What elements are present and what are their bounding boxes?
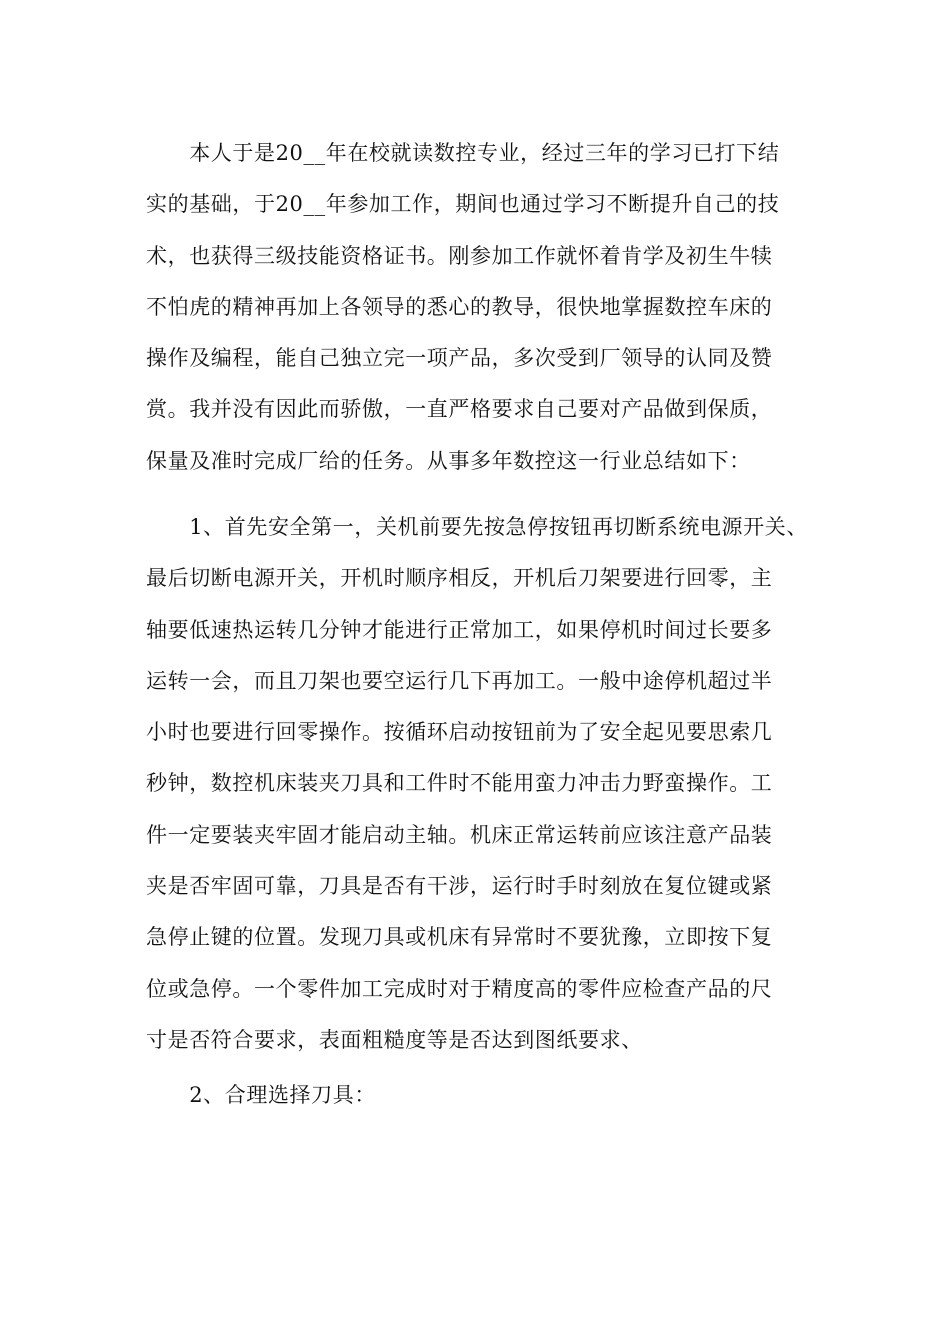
paragraph-tool-selection [146, 1070, 806, 1121]
text-line: 秒钟，数控机床装夹刀具和工件时不能用蛮力冲击力野蛮操作。工 [146, 771, 773, 796]
text-line: 件一定要装夹牢固才能启动主轴。机床正常运转前应该注意产品装 [146, 822, 773, 847]
text-line: 夹是否牢固可靠，刀具是否有干涉，运行时手时刻放在复位键或紧 [146, 874, 773, 899]
text-line: 操作及编程，能自己独立完一项产品，多次受到厂领导的认同及赞 [146, 346, 773, 371]
text-line: 寸是否符合要求，表面粗糙度等是否达到图纸要求、 [146, 1027, 643, 1052]
text-line: 保量及准时完成厂给的任务。从事多年数控这一行业总结如下： [146, 448, 751, 473]
text-line: 2、合理选择刀具： [146, 1083, 376, 1107]
text-line: 运转一会，而且刀架也要空运行几下再加工。一般中途停机超过半 [146, 668, 773, 693]
text-line: 赏。我并没有因此而骄傲，一直严格要求自己要对产品做到保质， [146, 397, 773, 422]
text-line: 最后切断电源开关，开机时顺序相反，开机后刀架要进行回零，主 [146, 566, 773, 591]
text-line: 不怕虎的精神再加上各领导的悉心的教导，很快地掌握数控车床的 [146, 294, 773, 319]
text-line: 术，也获得三级技能资格证书。刚参加工作就怀着肯学及初生牛犊 [146, 243, 773, 268]
text-line: 本人于是20__年在校就读数控专业，经过三年的学习已打下结 [146, 141, 780, 165]
text-line: 轴要低速热运转几分钟才能进行正常加工，如果停机时间过长要多 [146, 617, 773, 642]
paragraph-intro [146, 128, 806, 487]
text-line: 小时也要进行回零操作。按循环启动按钮前为了安全起见要思索几 [146, 720, 773, 745]
text-line: 实的基础，于20__年参加工作，期间也通过学习不断提升自己的技 [146, 192, 780, 217]
text-line: 急停止键的位置。发现刀具或机床有异常时不要犹豫，立即按下复 [146, 925, 773, 950]
text-line: 位或急停。一个零件加工完成时对于精度高的零件应检查产品的尺 [146, 976, 773, 1001]
paragraph-safety [146, 502, 806, 1066]
text-line: 1、首先安全第一，关机前要先按急停按钮再切断系统电源开关、 [146, 515, 808, 539]
